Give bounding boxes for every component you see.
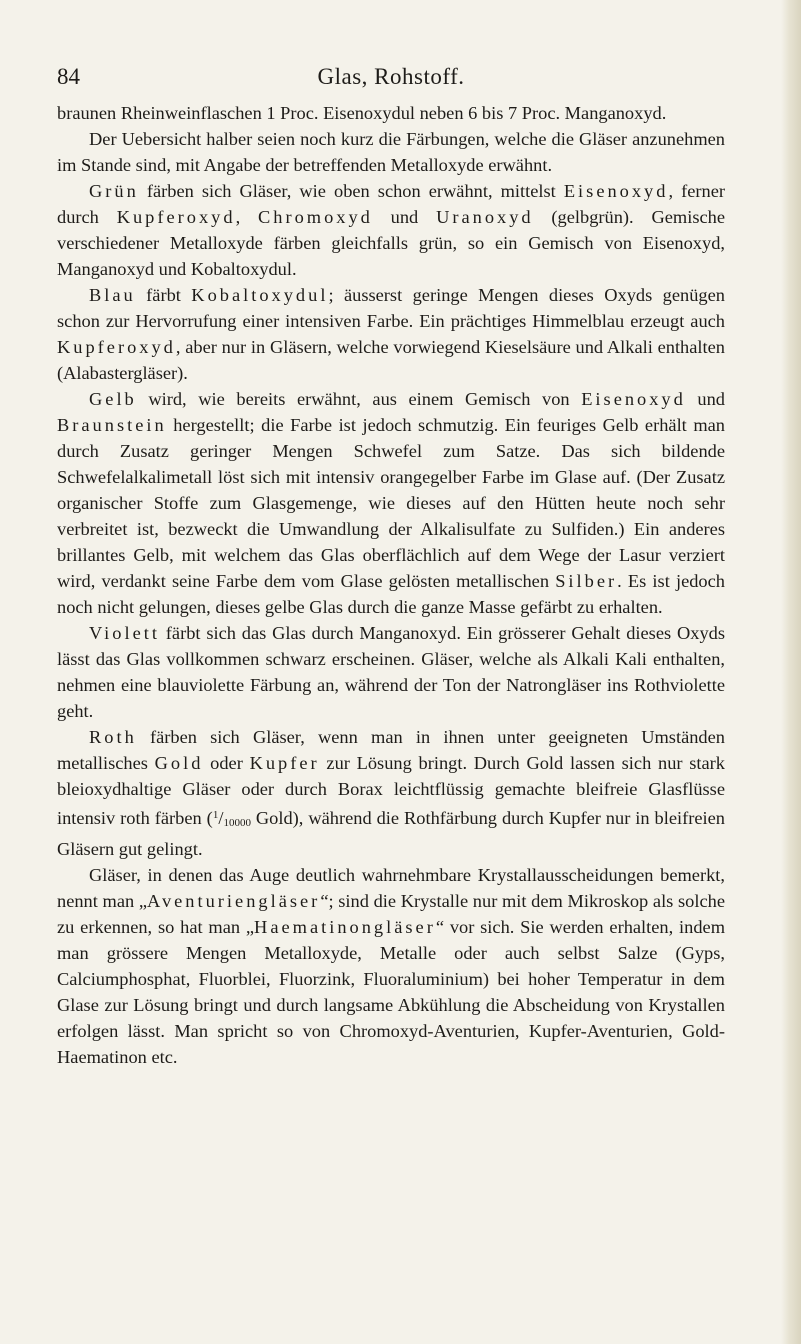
text-run: , aber nur in Gläsern, welche vorwiegend Kieselsäure und Alkali enthalten (Alabastergläser). (57, 337, 725, 383)
paragraph-continuation (57, 100, 725, 126)
fraction-denominator: 10000 (223, 817, 251, 829)
paragraph-aventurine (57, 862, 725, 1070)
paragraph-blue (57, 282, 725, 386)
spaced-term: Silber (555, 571, 618, 591)
text-run: . Es ist jedoch noch nicht gelungen, dieses gelbe Glas durch die ganze Masse gefärbt zu erhalten. (57, 571, 725, 617)
spaced-term: Chromoxyd (257, 207, 373, 227)
spaced-term: Braunstein (57, 415, 167, 435)
page-edge-shadow (781, 0, 801, 1344)
text-run: , (235, 207, 258, 227)
spaced-term: Aventuriengläser (147, 891, 321, 911)
text-run: “ vor sich. Sie werden erhalten, indem man grössere Mengen Metalloxyde, Metalle oder auch selbst Salze (Gyps, Calciumphosphat, Fluorblei, Fluorzink, Fluoraluminium) bei hoher Temperatur in dem Glase zur Lösung bringt und durch langsame Abkühlung die Abscheidung von Krystallen erfolgen lässt. Man spricht so von Chromoxyd-Aventurien, Kupfer-Aventurien, Gold-Haematinon etc. (57, 917, 725, 1067)
paragraph-intro (57, 126, 725, 178)
text-run: färbt (135, 285, 192, 305)
spaced-term: Roth (89, 727, 137, 747)
text-run: hergestellt; die Farbe ist jedoch schmutzig. Ein feuriges Gelb erhält man durch Zusatz geringer Mengen Schwefel zum Satze. Das sich bildende Schwefelalkalimetall löst sich mit intensiv orangegelber Farbe im Glase auf. (Der Zusatz organischer Stoffe zum Glasgemenge, wie dieses auf den Hütten heute noch sehr verbreitet ist, bezweckt die Umwandlung der Alkalisulfate zu Sulfiden.) Ein anderes brillantes Gelb, mit welchem das Glas oberflächlich auf dem Wege der Lasur verziert wird, verdankt seine Farbe dem vom Glase gelösten metallischen (57, 415, 725, 591)
body-text (57, 100, 725, 1070)
spaced-term: Kupfer (249, 753, 320, 773)
text-run: Gold), während die Rothfärbung durch Kupfer nur in bleifreien Gläsern gut gelingt. (57, 808, 725, 859)
paragraph-green (57, 178, 725, 282)
fraction-slash: / (218, 808, 224, 828)
text-run: und (372, 207, 437, 227)
spaced-term: Blau (89, 285, 136, 305)
text-run: , ferner durch (57, 181, 725, 227)
paragraph-yellow (57, 386, 725, 620)
fraction-numerator: 1 (212, 809, 219, 821)
page-number: 84 (57, 64, 80, 89)
text-run: ; äusserst geringe Mengen dieses Oxyds genügen schon zur Hervorrufung einer intensiven Farbe. Ein prächtiges Himmelblau erzeugt auch (57, 285, 725, 331)
text-run: oder (203, 753, 250, 773)
running-title: Glas, Rohstoff. (317, 64, 465, 89)
spaced-term: Uranoxyd (436, 207, 534, 227)
text-run: wird, wie bereits erwähnt, aus einem Gemisch von (136, 389, 582, 409)
spaced-term: Kupferoxyd (57, 337, 176, 357)
text-run: färbt sich das Glas durch Manganoxyd. Ein grösserer Gehalt dieses Oxyds lässt das Glas vollkommen schwarz erscheinen. Gläser, welche als Alkali Kali enthalten, nehmen eine blauviolette Färbung an, während der Ton der Natrongläser ins Rothviolette geht. (57, 623, 725, 721)
text-run: “; sind die Krystalle nur mit dem Mikroskop als solche zu erkennen, so hat man „ (57, 891, 725, 937)
paragraph-red (57, 724, 725, 862)
spaced-term: Haematinongläser (254, 917, 436, 937)
text-run: Der Uebersicht halber seien noch kurz die Färbungen, welche die Gläser anzunehmen im Stande sind, mit Angabe der betreffenden Metalloxyde erwähnt. (57, 129, 725, 175)
text-run: (gelbgrün). Gemische verschiedener Metalloxyde färben gleichfalls grün, so ein Gemisch von Eisenoxyd, Manganoxyd und Kobaltoxydul. (57, 207, 726, 279)
spaced-term: Gelb (89, 389, 137, 409)
spaced-term: Gold (154, 753, 204, 773)
spaced-term: Kupferoxyd (116, 207, 236, 227)
spaced-term: Eisenoxyd (581, 389, 686, 409)
text-run: und (685, 389, 726, 409)
spaced-term: Violett (89, 623, 160, 643)
spaced-term: Kobaltoxydul (191, 285, 329, 305)
text-run: färben sich Gläser, wie oben schon erwähnt, mittelst (138, 181, 564, 201)
text-run: färben sich Gläser, wenn man in ihnen unter geeigneten Umständen metallisches (57, 727, 725, 773)
paragraph-violet (57, 620, 725, 724)
text-run: Gläser, in denen das Auge deutlich wahrnehmbare Krystallausscheidungen bemerkt, nennt man „ (57, 865, 725, 911)
text-run: zur Lösung bringt. Durch Gold lassen sich nur stark bleioxydhaltige Gläser oder durch Borax leichtflüssig gemachte bleifreie Glasflüsse intensiv roth färben ( (57, 753, 725, 828)
text-run: braunen Rheinweinflaschen 1 Proc. Eisenoxydul neben 6 bis 7 Proc. Manganoxyd. (57, 103, 667, 123)
spaced-term: Grün (89, 181, 139, 201)
page-header (57, 58, 725, 98)
spaced-term: Eisenoxyd (563, 181, 669, 201)
